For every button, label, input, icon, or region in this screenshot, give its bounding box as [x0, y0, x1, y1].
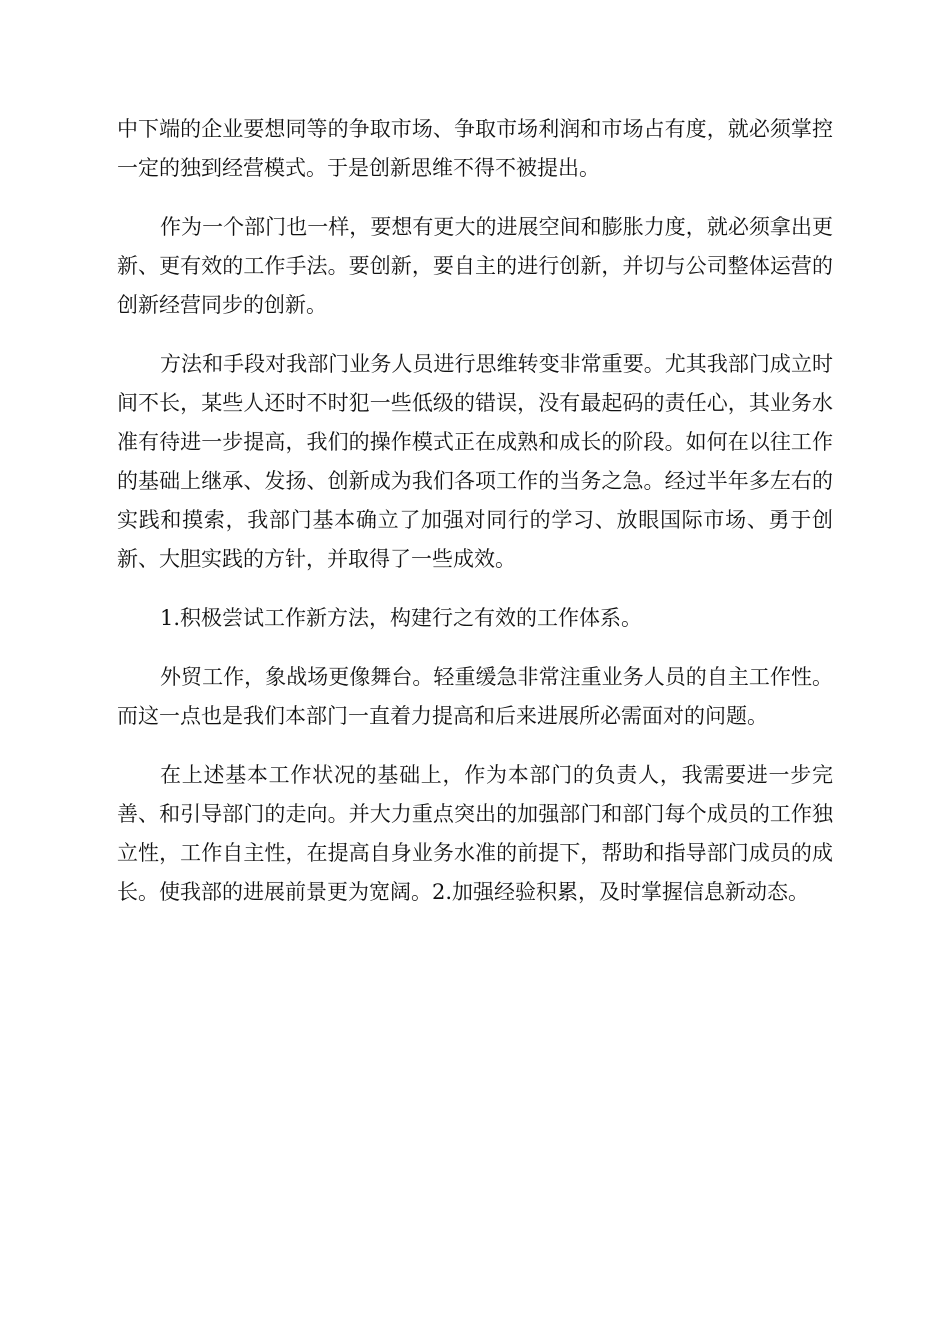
paragraph-3: 方法和手段对我部门业务人员进行思维转变非常重要。尤其我部门成立时间不长，某些人还时不时犯一些低级的错误，没有最起码的责任心，其业务水准有待进一步提高，我们的操作模式正在成熟和成长的阶段。如何在以往工作的基础上继承、发扬、创新成为我们各项工作的当务之急。经过半年多左右的实践和摸索，我部门基本确立了加强对同行的学习、放眼国际市场、勇于创新、大胆实践的方针，并取得了一些成效。	[117, 352, 833, 571]
paragraph-1: 中下端的企业要想同等的争取市场、争取市场利润和市场占有度，就必须掌控一定的独到经营模式。于是创新思维不得不被提出。	[117, 117, 833, 180]
paragraph-5: 外贸工作，象战场更像舞台。轻重缓急非常注重业务人员的自主工作性。而这一点也是我们本部门一直着力提高和后来进展所必需面对的问题。	[117, 665, 833, 728]
paragraph-4: 1.积极尝试工作新方法，构建行之有效的工作体系。	[160, 606, 643, 630]
paragraph-6: 在上述基本工作状况的基础上，作为本部门的负责人，我需要进一步完善、和引导部门的走向。并大力重点突出的加强部门和部门每个成员的工作独立性，工作自主性，在提高自身业务水准的前提下，帮助和指导部门成员的成长。使我部的进展前景更为宽阔。2.加强经验积累，及时掌握信息新动态。	[117, 763, 833, 904]
paragraph-2: 作为一个部门也一样，要想有更大的进展空间和膨胀力度，就必须拿出更新、更有效的工作手法。要创新，要自主的进行创新，并切与公司整体运营的创新经营同步的创新。	[117, 215, 833, 317]
document-page	[117, 110, 833, 932]
